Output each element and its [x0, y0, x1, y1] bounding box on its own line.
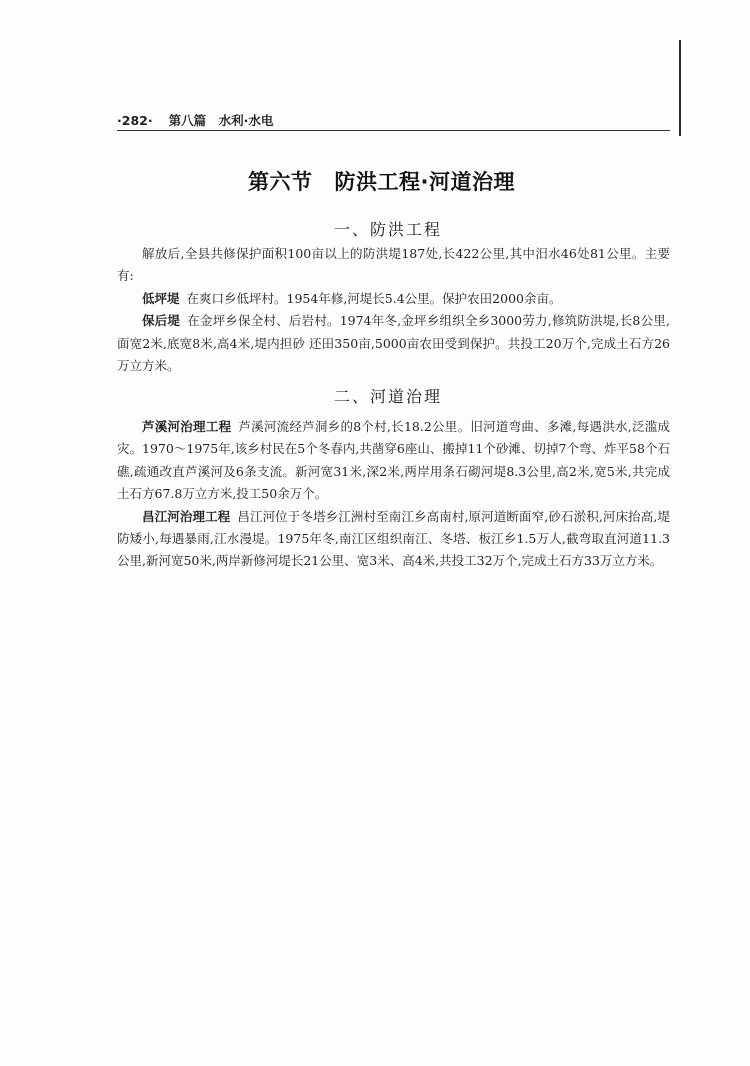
- running-header: [117, 111, 273, 129]
- entry-name: 昌江河治理工程: [142, 508, 231, 524]
- river-regulation-body: [117, 416, 670, 573]
- subheading-river-regulation: 二、河道治理: [334, 387, 443, 406]
- section-title-text: 防洪工程·河道治理: [334, 170, 515, 194]
- entry-changjiang-river: [117, 506, 670, 573]
- subheading-flood-control: 一、防洪工程: [334, 220, 443, 239]
- entry-name: 芦溪河治理工程: [142, 419, 232, 434]
- entry-text: 在金坪乡保全村、后岩村。1974年冬,金坪乡组织全乡3000劳力,修筑防洪堤,长8公里,面宽2米,底宽8米,高4米,堤内担砂 还田350亩,5000亩农田受到保护。共投工20万个,完成土石方26万立方米。: [117, 313, 670, 374]
- flood-control-body: [117, 243, 670, 377]
- entry-name: 保后堤: [142, 313, 181, 329]
- entry-diping-levee: [117, 288, 670, 310]
- entry-text: 在爽口乡低坪村。1954年修,河堤长5.4公里。保护农田2000余亩。: [186, 290, 562, 306]
- entry-luxi-river: [117, 416, 670, 506]
- section-number: 第六节: [248, 170, 313, 194]
- entry-text: 昌江河位于冬塔乡江洲村至南江乡高南村,原河道断面窄,砂石淤积,河床抬高,堤防矮小,每遇暴雨,江水漫堤。1975年冬,南江区组织南江、冬塔、板江乡1.5万人,截弯取直河道11.3公里,新河宽50米,两岸新修河堤长21公里、宽3米、高4米,共投工32万个,完成土石方33万立方米。: [117, 508, 670, 569]
- chapter-title: 第八篇 水利·水电: [168, 113, 274, 128]
- page-number: ·282·: [117, 113, 153, 128]
- entry-baohou-levee: [117, 310, 670, 377]
- margin-line: [679, 40, 681, 136]
- entry-text: 芦溪河流经芦洞乡的8个村,长18.2公里。旧河道弯曲、多滩,每遇洪水,泛滥成灾。1970～1975年,该乡村民在5个冬春内,共凿穿6座山、搬掉11个砂滩、切掉7个弯、炸平58个石礁,疏通改直芦溪河及6条支流。新河宽31米,深2米,两岸用条石砌河堤8.3公里,高2米,宽5米,共完成土石方67.8万立方米,投工50余万个。: [117, 419, 670, 502]
- entry-name: 低坪堤: [142, 290, 180, 306]
- flood-control-intro: 解放后,全县共修保护面积100亩以上的防洪堤187处,长422公里,其中汨水46处81公里。主要有:: [117, 246, 670, 284]
- section-title: [248, 166, 515, 196]
- header-rule: [117, 130, 670, 131]
